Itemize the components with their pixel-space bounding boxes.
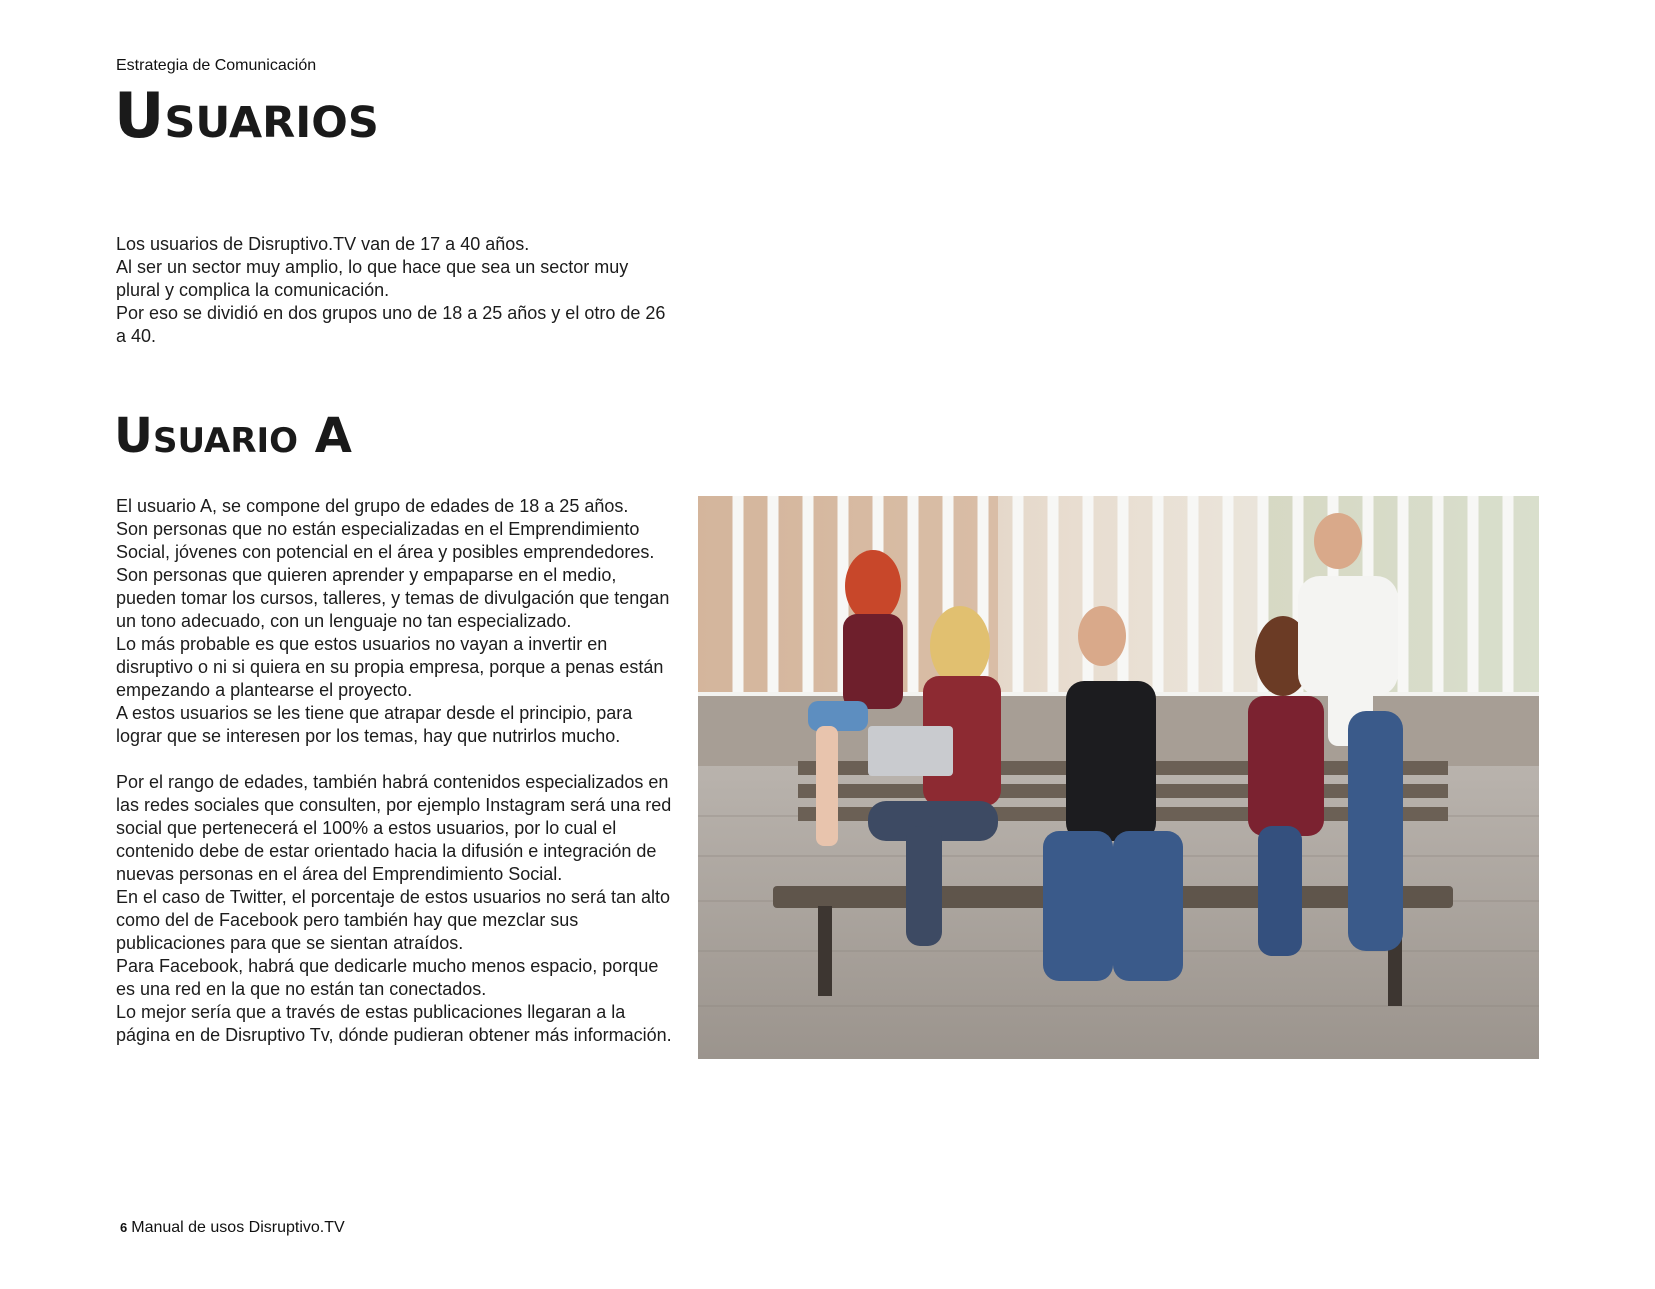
paragraph-spacer [116, 748, 676, 771]
intro-line: Por eso se dividió en dos grupos uno de 18 a 25 años y el otro de 26 a 40. [116, 303, 666, 346]
body-line: Para Facebook, habrá que dedicarle mucho menos espacio, porque es una red en la que no están tan conectados. [116, 956, 659, 999]
body-line: Son personas que quieren aprender y empaparse en el medio, pueden tomar los cursos, talleres, y temas de divulgación que tengan un tono adecuado, con un lenguaje no tan especializado. [116, 565, 670, 631]
section-label: Estrategia de Comunicación [116, 57, 317, 74]
page-title: Usuarios [114, 79, 379, 152]
body-line: Son personas que no están especializadas en el Emprendimiento Social, jóvenes con potencial en el área y posibles emprendedores. [116, 519, 655, 562]
section-title: Usuario A [114, 408, 352, 464]
intro-line: Los usuarios de Disruptivo.TV van de 17 a 40 años. [116, 234, 530, 254]
intro-text [116, 233, 676, 348]
page-footer [120, 1219, 345, 1237]
intro-line: Al ser un sector muy amplio, lo que hace que sea un sector muy plural y complica la comunicación. [116, 257, 629, 300]
page-number: 6 [120, 1220, 128, 1235]
manual-title: Manual de usos Disruptivo.TV [131, 1219, 345, 1236]
group-photo [698, 496, 1539, 1059]
body-line: Lo más probable es que estos usuarios no vayan a invertir en disruptivo o ni si quiera en su propia empresa, porque a penas están empezando a plantearse el proyecto. [116, 634, 664, 700]
section-body [116, 495, 676, 1047]
body-line: Por el rango de edades, también habrá contenidos especializados en las redes sociales que consulten, por ejemplo Instagram será una red social que pertenecerá el 100% a estos usuarios, por lo cual el contenido debe de estar orientado hacia la difusión e integración de nuevas personas en el área del Emprendimiento Social. [116, 772, 672, 884]
body-line: El usuario A, se compone del grupo de edades de 18 a 25 años. [116, 496, 629, 516]
body-line: Lo mejor sería que a través de estas publicaciones llegaran a la página en de Disruptivo Tv, dónde pudieran obtener más información. [116, 1002, 672, 1045]
body-line: A estos usuarios se les tiene que atrapar desde el principio, para lograr que se interesen por los temas, hay que nutrirlos mucho. [116, 703, 633, 746]
body-line: En el caso de Twitter, el porcentaje de estos usuarios no será tan alto como del de Facebook pero también hay que mezclar sus publicaciones para que se sientan atraídos. [116, 887, 671, 953]
